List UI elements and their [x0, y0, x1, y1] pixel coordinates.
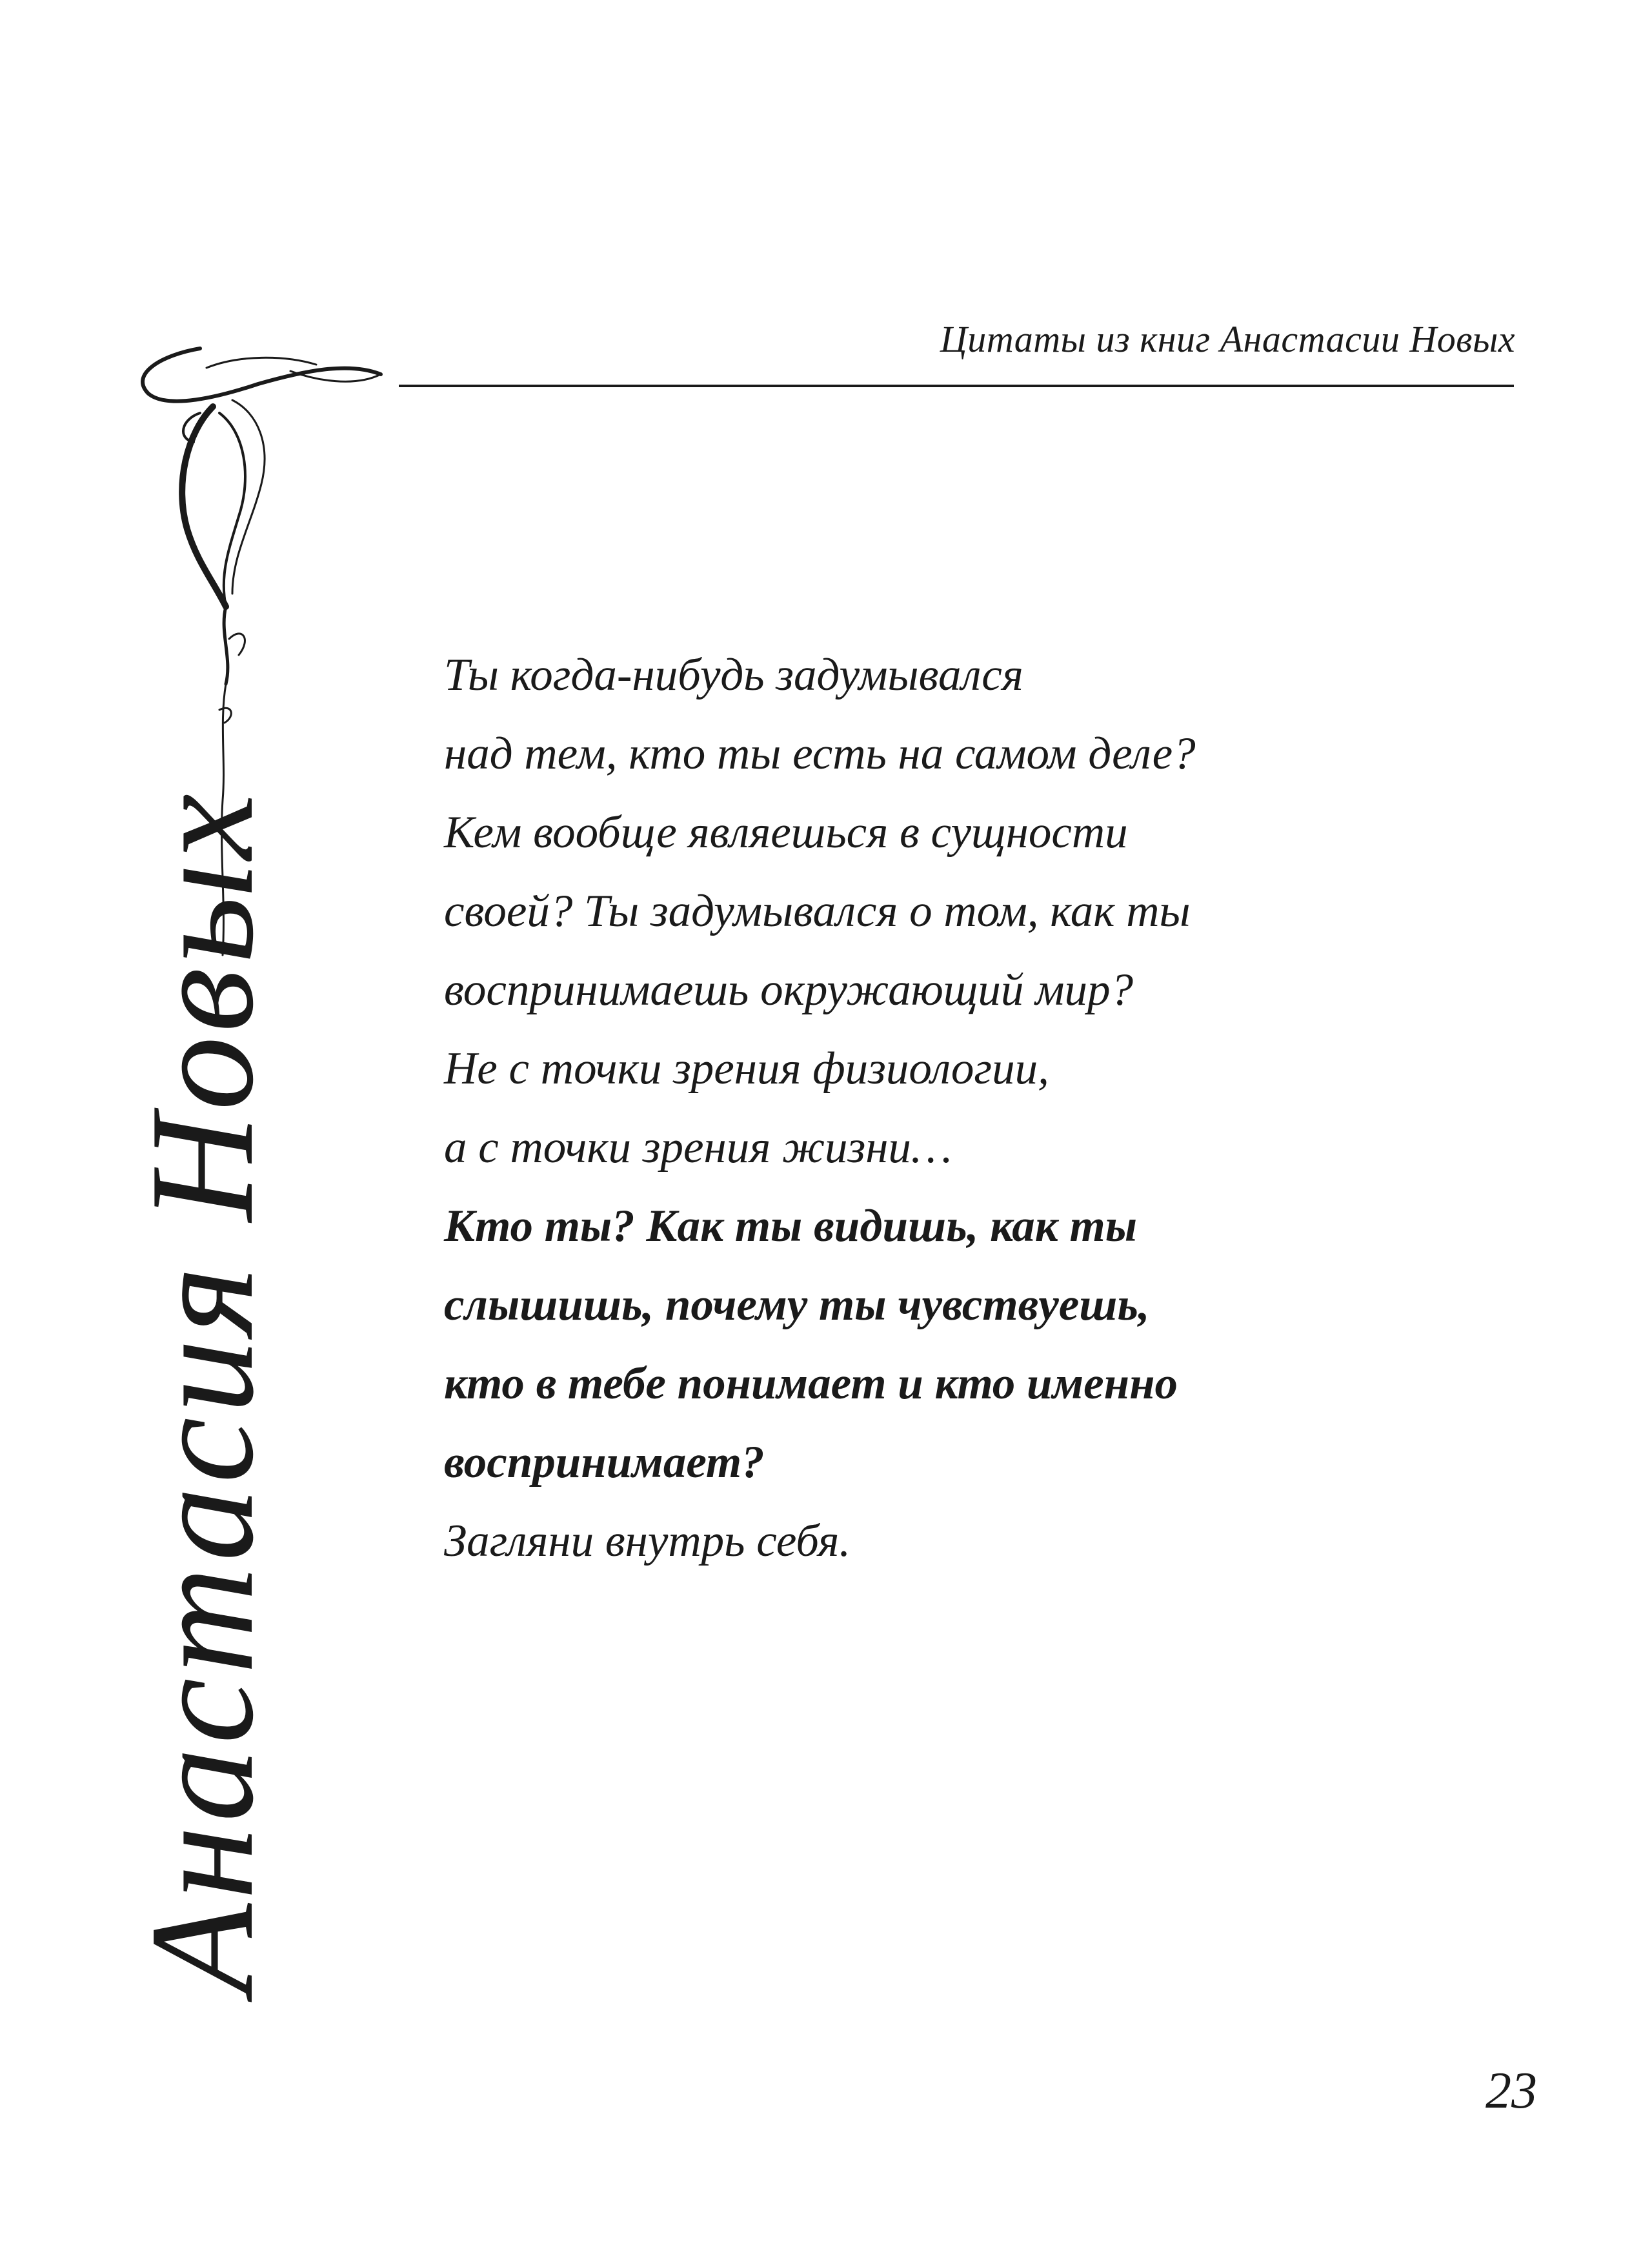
running-header: Цитаты из книг Анастасии Новых	[940, 318, 1515, 360]
quote-line: воспринимаешь окружающий мир?	[444, 965, 1133, 1015]
author-name-vertical: Анастасия Новых	[119, 790, 284, 1994]
quote-line-emphasis: кто в тебе понимает и кто именно	[444, 1358, 1178, 1409]
quote-line: а с точки зрения жизни…	[444, 1122, 952, 1173]
quote-line: Ты когда-нибудь задумывался	[444, 650, 1023, 700]
header-rule	[399, 385, 1514, 387]
page-number: 23	[1486, 2062, 1537, 2119]
quote-line: своей? Ты задумывался о том, как ты	[444, 886, 1191, 936]
quote-line: Не с точки зрения физиологии,	[444, 1043, 1049, 1094]
quote-line: Загляни внутрь себя.	[444, 1516, 851, 1566]
quote-line-emphasis: воспринимает?	[444, 1437, 765, 1487]
quote-line-emphasis: Кто ты? Как ты видишь, как ты	[444, 1201, 1138, 1251]
quote-line: над тем, кто ты есть на самом деле?	[444, 729, 1196, 779]
quote-line-emphasis: слышишь, почему ты чувствуешь,	[444, 1280, 1150, 1330]
quote-text	[444, 636, 1412, 1580]
quote-line: Кем вообще являешься в сущности	[444, 807, 1128, 858]
